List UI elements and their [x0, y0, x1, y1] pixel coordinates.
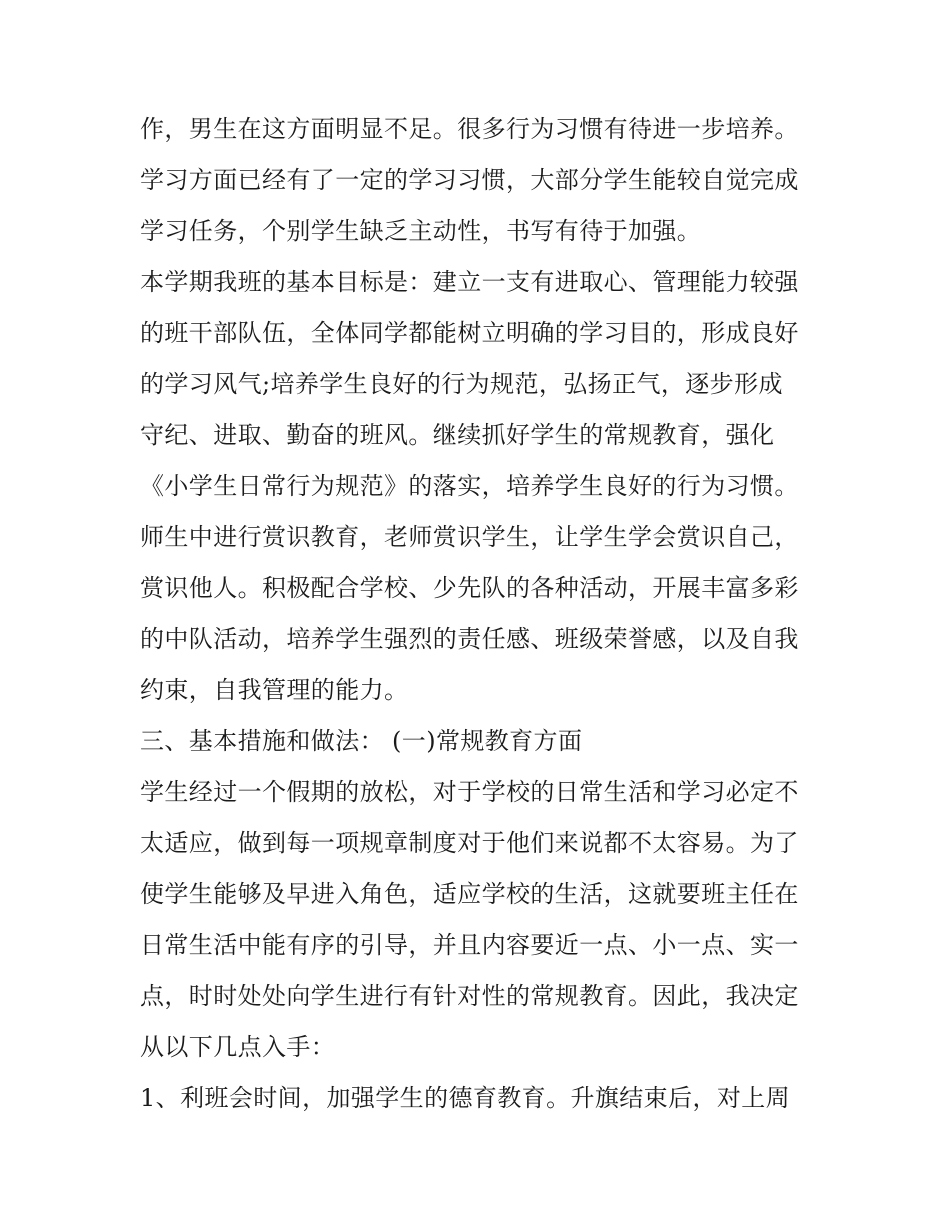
list-item: 1、利班会时间，加强学生的德育教育。升旗结束后，对上周 — [140, 1084, 791, 1112]
text-line: 点，时时处处向学生进行有针对性的常规教育。因此，我决定 — [140, 982, 799, 1010]
text-line: 《小学生日常行为规范》的落实，培养学生良好的行为习惯。 — [140, 472, 799, 500]
text-line: 守纪、进取、勤奋的班风。继续抓好学生的常规教育，强化 — [140, 421, 775, 449]
text-line: 本学期我班的基本目标是：建立一支有进取心、管理能力较强 — [140, 268, 799, 296]
text-line: 学习任务，个别学生缺乏主动性，书写有待于加强。 — [140, 217, 702, 245]
text-line: 学生经过一个假期的放松，对于学校的日常生活和学习必定不 — [140, 778, 799, 806]
text-line: 学习方面已经有了一定的学习习惯，大部分学生能较自觉完成 — [140, 166, 799, 194]
text-line: 使学生能够及早进入角色，适应学校的生活，这就要班主任在 — [140, 880, 799, 908]
text-line: 从以下几点入手： — [140, 1033, 336, 1061]
text-line: 日常生活中能有序的引导，并且内容要近一点、小一点、实一 — [140, 931, 799, 959]
text-line: 太适应，做到每一项规章制度对于他们来说都不太容易。为了 — [140, 829, 799, 857]
text-line: 约束，自我管理的能力。 — [140, 676, 409, 704]
text-line: 的班干部队伍，全体同学都能树立明确的学习目的，形成良好 — [140, 319, 799, 347]
text-line: 作，男生在这方面明显不足。很多行为习惯有待进一步培养。 — [140, 115, 799, 143]
text-line: 师生中进行赏识教育，老师赏识学生，让学生学会赏识自己， — [140, 523, 799, 551]
text-line: 的学习风气;培养学生良好的行为规范，弘扬正气，逐步形成 — [140, 370, 783, 398]
text-line: 的中队活动，培养学生强烈的责任感、班级荣誉感，以及自我 — [140, 625, 799, 653]
section-heading: 三、基本措施和做法： (一)常规教育方面 — [140, 727, 583, 755]
document-body — [140, 104, 830, 1124]
text-line: 赏识他人。积极配合学校、少先队的各种活动，开展丰富多彩 — [140, 574, 799, 602]
